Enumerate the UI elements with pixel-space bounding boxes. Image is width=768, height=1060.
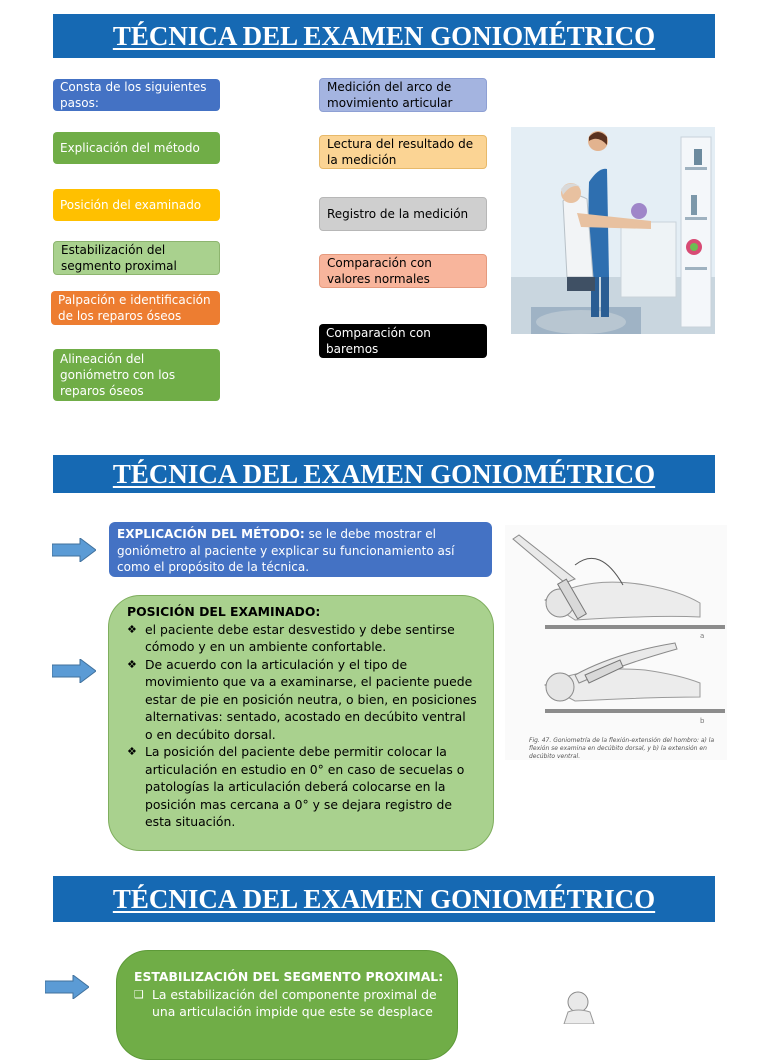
step-comparacion-baremos: Comparación con baremos — [319, 324, 487, 358]
explicacion-label: EXPLICACIÓN DEL MÉTODO: — [117, 527, 305, 541]
therapist-photo — [511, 127, 715, 334]
estabilizacion-item: ❑ La estabilización del componente proximal de una articulación impide que este se desplace — [134, 986, 445, 1021]
step-registro: Registro de la medición — [319, 197, 487, 231]
step-estabilizacion: Estabilización del segmento proximal — [53, 241, 220, 275]
explicacion-box — [109, 522, 492, 577]
estabilizacion-panel — [116, 950, 458, 1060]
partial-figure — [556, 990, 616, 1024]
section2-title: TÉCNICA DEL EXAMEN GONIOMÉTRICO — [53, 455, 715, 493]
step-consta: Consta de los siguientes pasos: — [53, 79, 220, 111]
estabilizacion-title: ESTABILIZACIÓN DEL SEGMENTO PROXIMAL: — [134, 969, 444, 984]
step-medicion: Medición del arco de movimiento articular — [319, 78, 487, 112]
step-posicion: Posición del examinado — [53, 189, 220, 221]
arrow-right-icon — [45, 975, 89, 999]
figure-caption: Fig. 47. Goniometría de la flexión-extensión del hombro: a) la flexión se examina en decúbito dorsal, y b) la extensión en decúbito ventral. — [529, 737, 715, 760]
figure-label-b: b — [700, 717, 705, 725]
step-alineacion: Alineación del goniómetro con los reparos óseos — [53, 349, 220, 401]
goniometry-figure — [505, 525, 727, 760]
arrow-right-icon — [52, 538, 96, 562]
posicion-panel — [108, 595, 494, 851]
posicion-item: ❖ De acuerdo con la articulación y el tipo de movimiento que va a examinarse, el paciente puede estar de pie en posición neutra, o bien, en posiciones alternativas: sentado, acostado en decúbito ventral o en decúbito dorsal. — [127, 656, 477, 744]
posicion-item: ❖ La posición del paciente debe permitir colocar la articulación en estudio en 0° en caso de secuelas o patologías la articulación deberá colocarse en la posición mas cercana a 0° y se dejara registro de esta situación. — [127, 743, 477, 831]
posicion-item: ❖ el paciente debe estar desvestido y debe sentirse cómodo y en un ambiente confortable. — [127, 621, 477, 656]
section3-title: TÉCNICA DEL EXAMEN GONIOMÉTRICO — [53, 876, 715, 922]
step-palpacion: Palpación e identificación de los reparos óseos — [51, 291, 220, 325]
section1-title: TÉCNICA DEL EXAMEN GONIOMÉTRICO — [53, 14, 715, 58]
step-lectura: Lectura del resultado de la medición — [319, 135, 487, 169]
posicion-title: POSICIÓN DEL EXAMINADO: — [127, 604, 321, 619]
step-comparacion-valores: Comparación con valores normales — [319, 254, 487, 288]
arrow-right-icon — [52, 659, 96, 683]
explicacion-text: se le debe mostrar el goniómetro al paciente y explicar su funcionamiento así como el propósito de la técnica. — [117, 527, 455, 574]
figure-label-a: a — [700, 632, 705, 640]
step-explicacion: Explicación del método — [53, 132, 220, 164]
